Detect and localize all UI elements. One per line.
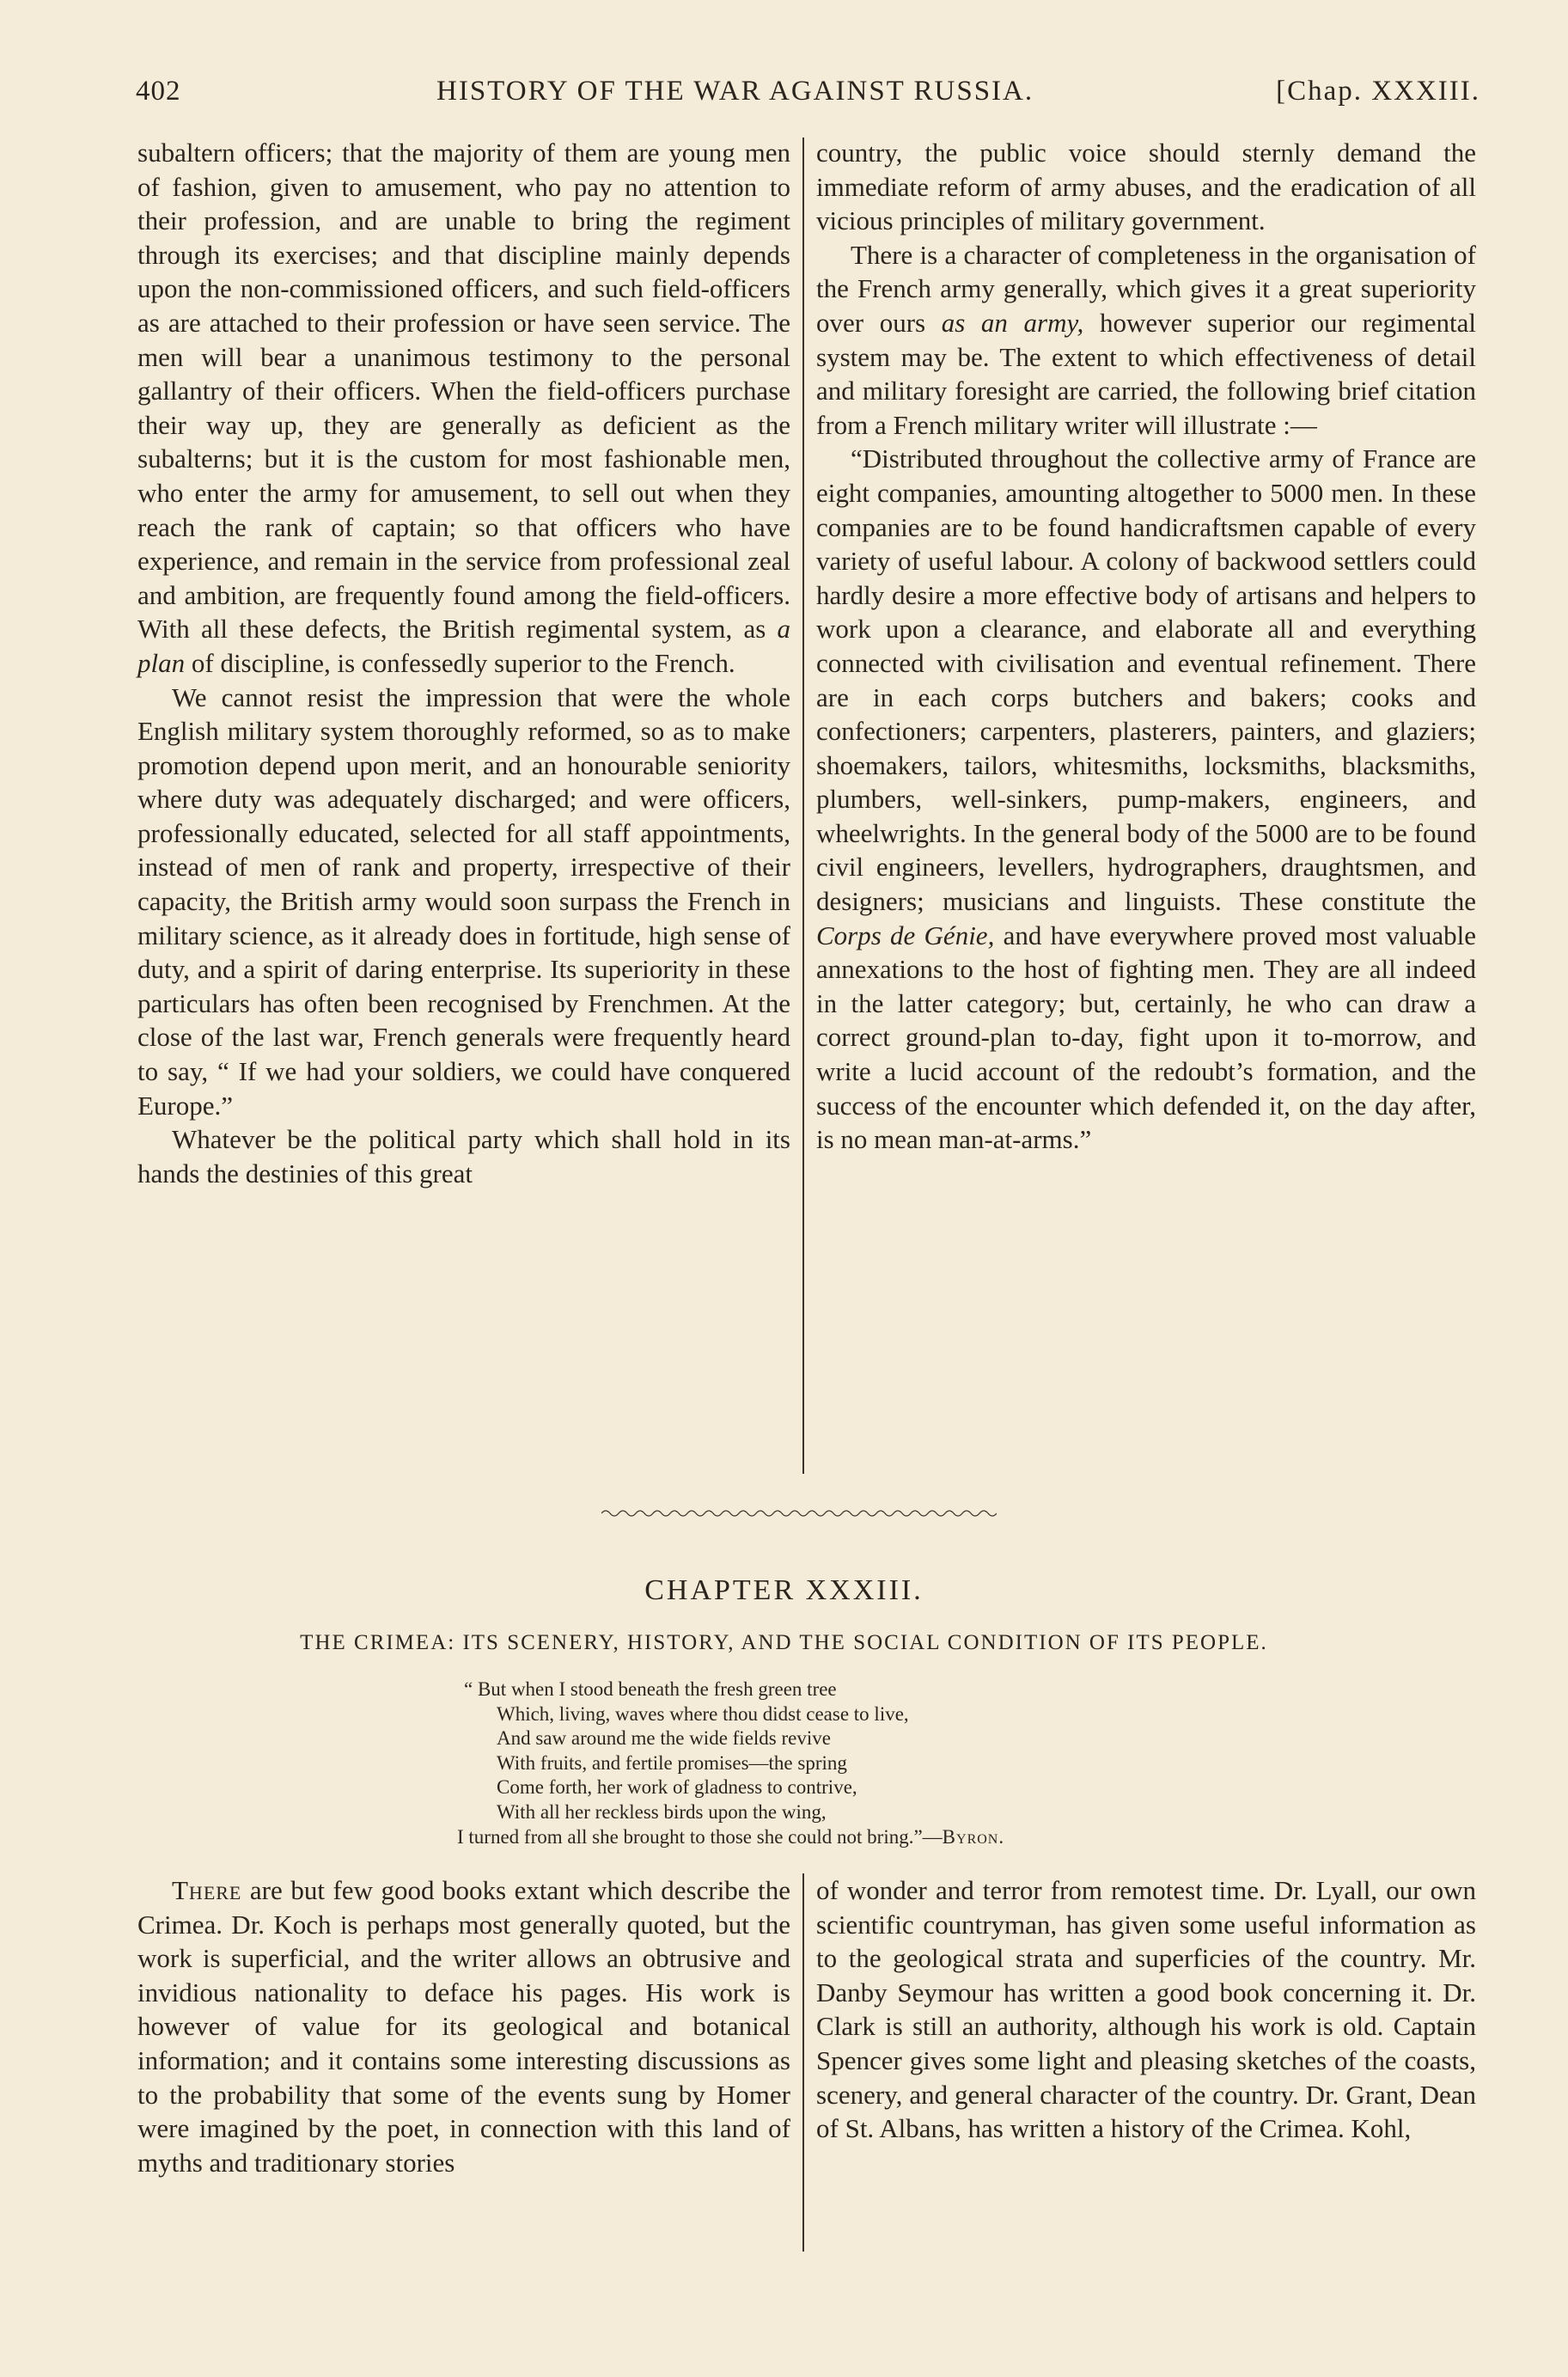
epigraph-line: With fruits, and fertile promises—the spring [497,1751,847,1774]
column-divider [802,137,804,1474]
top-right-column [816,136,1476,1476]
paragraph: country, the public voice should sternly demand the immediate reform of army abuses, and the eradication of all vicious principles of military government. [816,137,1476,236]
paragraph: There is a character of completeness in the organisation of the French army generally, which gives it a great superiority over ours as an army, however superior our regimental system may be. The extent to which effectiveness of detail and military foresight are carried, the following brief citation from a French military writer will illustrate :— [816,239,1476,440]
top-left-column [137,136,790,1476]
epigraph [457,1677,1280,1849]
epigraph-line: Which, living, waves where thou didst cease to live, [497,1702,909,1725]
page-number: 402 [136,76,181,107]
paragraph: We cannot resist the impression that were the whole English military system thoroughly reformed, so as to make promotion depend upon merit, and an honourable seniority where duty was adequately discharged; and were officers, professionally educated, selected for all staff appointments, instead of men of rank and property, irrespective of their capacity, the British army would soon surpass the French in military science, as it already does in fortitude, high sense of duty, and a spirit of daring enterprise. Its superiority in these particulars has often been recognised by Frenchmen. At the close of the last war, French generals were frequently heard to say, “ If we had your soldiers, we could have conquered Europe.” [137,681,790,1121]
epigraph-line: Come forth, her work of gladness to contrive, [497,1776,857,1799]
epigraph-attribution: Byron. [942,1825,1005,1848]
epigraph-line: With all her reckless birds upon the wing, [497,1800,827,1823]
column-divider [802,1873,804,2252]
bottom-left-column [137,1873,790,2252]
epigraph-line: And saw around me the wide fields revive [497,1727,831,1750]
paragraph: of wonder and terror from remotest time. Dr. Lyall, our own scientific countryman, has given some useful information as to the geological strata and superficies of the country. Mr. Danby Seymour has written a good book concerning it. Dr. Clark is still an authority, although his work is old. Captain Spencer gives some light and pleasing sketches of the coasts, scenery, and general character of the country. Dr. Grant, Dean of St. Albans, has written a history of the Crimea. Kohl, [816,1875,1476,2144]
bottom-right-column [816,1873,1476,2252]
epigraph-line-final: I turned from all she brought to those she could not bring.”—Byron. [457,1825,1005,1848]
paragraph: subaltern officers; that the majority of them are young men of fashion, given to amusement, who pay no attention to their profession, and are unable to bring the regiment through its exercises; and that discipline mainly depends upon the non-commissioned officers, and such field-officers as are attached to their profession or have seen service. The men will bear a unanimous testimony to the personal gallantry of their officers. When the field-officers purchase their way up, they are generally as deficient as the subalterns; but it is the custom for most fashionable men, who enter the army for amusement, to sell out when they reach the rank of captain; so that officers who have experience, and remain in the service from professional zeal and ambition, are frequently found among the field-officers. With all these defects, the British regimental system, as a plan of discipline, is confessedly superior to the French. [137,137,790,678]
chapter-title: CHAPTER XXXIII. [644,1574,924,1606]
block-quote-paragraph: “Distributed throughout the collective army of France are eight companies, amounting altogether to 5000 men. In these companies are to be found handicraftsmen capable of every variety of useful labour. A colony of backwood settlers could hardly desire a more effective body of artisans and helpers to work upon a clearance, and elaborate all and everything connected with civilisation and eventual refinement. There are in each corps butchers and bakers; cooks and confectioners; carpenters, plasterers, painters, and glaziers; shoemakers, tailors, whitesmiths, locksmiths, blacksmiths, plumbers, well-sinkers, pump-makers, engineers, and wheelwrights. In the general body of the 5000 are to be found civil engineers, levellers, hydrographers, draughtsmen, and designers; musicians and linguists. These constitute the Corps de Génie, and have everywhere proved most valuable annexations to the host of fighting men. They are all indeed in the latter category; but, certainly, he who can draw a correct ground-plan to-day, fight upon it to-morrow, and write a lucid account of the redoubt’s formation, and the success of the encounter which defended it, on the day after, is no mean man-at-arms.” [816,443,1476,1155]
running-header [136,69,1480,113]
running-title: HISTORY OF THE WAR AGAINST RUSSIA. [436,76,1034,107]
chapter-reference: [Chap. XXXIII. [1276,76,1480,107]
epigraph-line: “ But when I stood beneath the fresh green tree [464,1678,837,1700]
opening-word: There [172,1875,242,1905]
opening-paragraph: There are but few good books extant which describe the Crimea. Dr. Koch is perhaps most generally quoted, but the work is superficial, and the writer allows an obtrusive and invidious nationality to deface his pages. His work is however of value for its geological and botanical information; and it contains some interesting discussions as to the probability that some of the events sung by Homer were imagined by the poet, in connection with this land of myths and traditionary stories [137,1875,790,2178]
chapter-subtitle: THE CRIMEA: ITS SCENERY, HISTORY, AND THE SOCIAL CONDITION OF ITS PEOPLE. [300,1631,1268,1654]
decorative-wavy-rule [601,1508,997,1518]
paragraph: Whatever be the political party which shall hold in its hands the destinies of this great [137,1124,790,1188]
